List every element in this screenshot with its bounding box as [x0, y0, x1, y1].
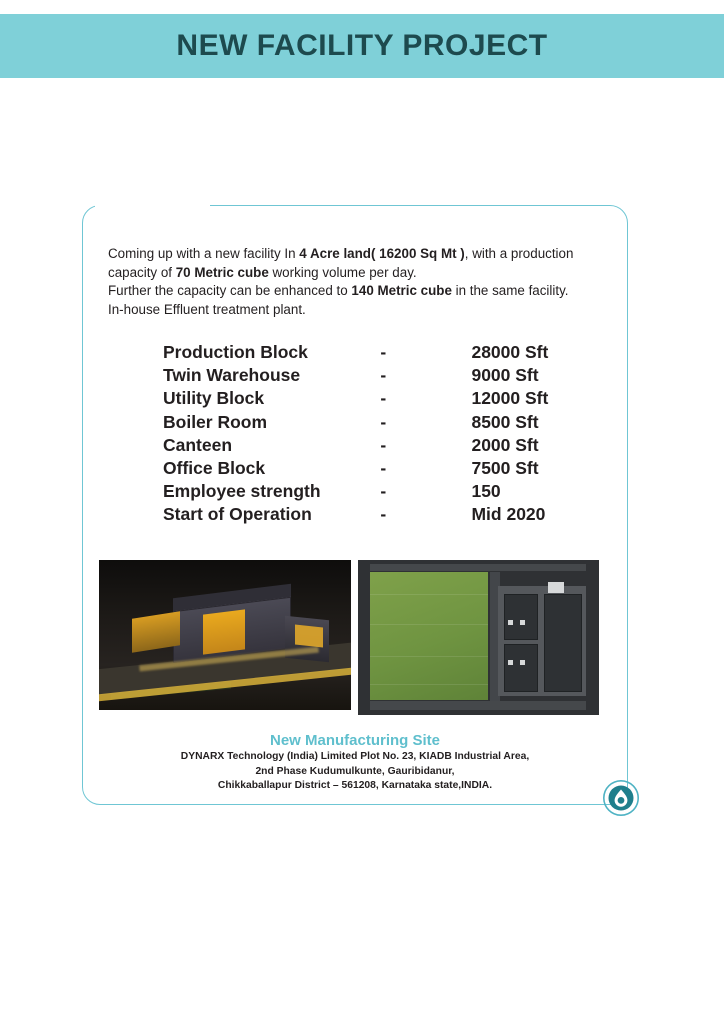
- address-line-3: Chikkaballapur District – 561208, Karnataka state,INDIA.: [217, 780, 493, 791]
- site-marker: [508, 660, 513, 665]
- spec-value: Mid 2020: [471, 504, 546, 525]
- spec-label: Employee strength: [163, 481, 321, 502]
- table-row: [163, 365, 583, 388]
- site-marker: [508, 620, 513, 625]
- card-top-notch: [95, 196, 210, 218]
- spec-label: Start of Operation: [163, 504, 312, 525]
- table-row: [163, 388, 583, 411]
- spec-value: 7500 Sft: [471, 457, 539, 478]
- intro-line2-part1: Further the capacity can be enhanced to: [108, 283, 352, 298]
- facility-render-image: [99, 560, 351, 710]
- spec-label: Production Block: [163, 342, 308, 362]
- spec-value: 12000 Sft: [471, 388, 549, 409]
- table-row: [163, 481, 583, 504]
- spec-separator: -: [380, 365, 387, 386]
- site-block: [544, 594, 582, 692]
- spec-separator: -: [380, 388, 387, 409]
- site-bottom-road: [370, 701, 586, 710]
- site-field-line: [370, 594, 488, 595]
- page-header-band: [0, 14, 724, 78]
- page-title: NEW FACILITY PROJECT: [176, 29, 548, 62]
- intro-line1-part3: , with a production capacity of: [108, 246, 574, 280]
- address-line-2: 2nd Phase Kudumulkunte, Gauribidanur,: [255, 765, 455, 777]
- spec-separator: -: [380, 504, 387, 525]
- intro-line1-part1: Coming up with a new facility In: [108, 246, 300, 261]
- intro-capacity: 70 Metric cube: [175, 264, 269, 280]
- site-layout-image: [358, 560, 599, 715]
- intro-line2-part3: in the same facility.: [451, 283, 569, 298]
- caption-title: New Manufacturing Site: [269, 732, 441, 749]
- table-row: [163, 504, 583, 527]
- specifications-table-body: [163, 342, 583, 528]
- spec-label: Twin Warehouse: [163, 365, 301, 386]
- render-lit-facade: [203, 609, 245, 654]
- specifications-table: [163, 342, 583, 528]
- site-green-area: [370, 572, 488, 700]
- caption-address: [82, 750, 628, 794]
- address-line-1: DYNARX Technology (India) Limited Plot No. 23, KIADB Industrial Area,: [180, 751, 530, 762]
- spec-separator: -: [380, 457, 387, 478]
- droplet-logo: [602, 779, 640, 817]
- intro-line1-part5: working volume per day.: [268, 264, 417, 280]
- site-field-line: [370, 684, 488, 685]
- table-row: [163, 435, 583, 458]
- site-marker: [520, 660, 525, 665]
- spec-label: Utility Block: [163, 388, 265, 409]
- intro-land-area: 4 Acre land( 16200 Sq Mt ): [299, 246, 465, 261]
- spec-label: Canteen: [163, 434, 233, 455]
- site-block: [504, 644, 538, 692]
- intro-line3: In-house Effluent treatment plant.: [108, 301, 306, 317]
- site-marker: [520, 620, 525, 625]
- table-row: [163, 342, 583, 365]
- spec-value: 8500 Sft: [471, 411, 539, 432]
- table-row: [163, 412, 583, 435]
- site-block: [504, 594, 538, 640]
- spec-value: 28000 Sft: [471, 342, 549, 362]
- spec-value: 2000 Sft: [471, 434, 539, 455]
- spec-label: Office Block: [163, 457, 266, 478]
- spec-label: Boiler Room: [163, 411, 268, 432]
- site-field-line: [370, 656, 488, 657]
- site-top-road: [370, 564, 586, 571]
- spec-value: 150: [471, 481, 501, 502]
- spec-separator: -: [380, 342, 387, 362]
- intro-paragraph: [108, 245, 608, 319]
- spec-separator: -: [380, 481, 387, 502]
- table-row: [163, 458, 583, 481]
- intro-enhanced-capacity: 140 Metric cube: [351, 283, 452, 298]
- spec-separator: -: [380, 434, 387, 455]
- render-right-block-windows: [295, 625, 323, 648]
- spec-value: 9000 Sft: [471, 365, 539, 386]
- site-field-line: [370, 624, 488, 625]
- spec-separator: -: [380, 411, 387, 432]
- site-white-roof: [548, 582, 564, 593]
